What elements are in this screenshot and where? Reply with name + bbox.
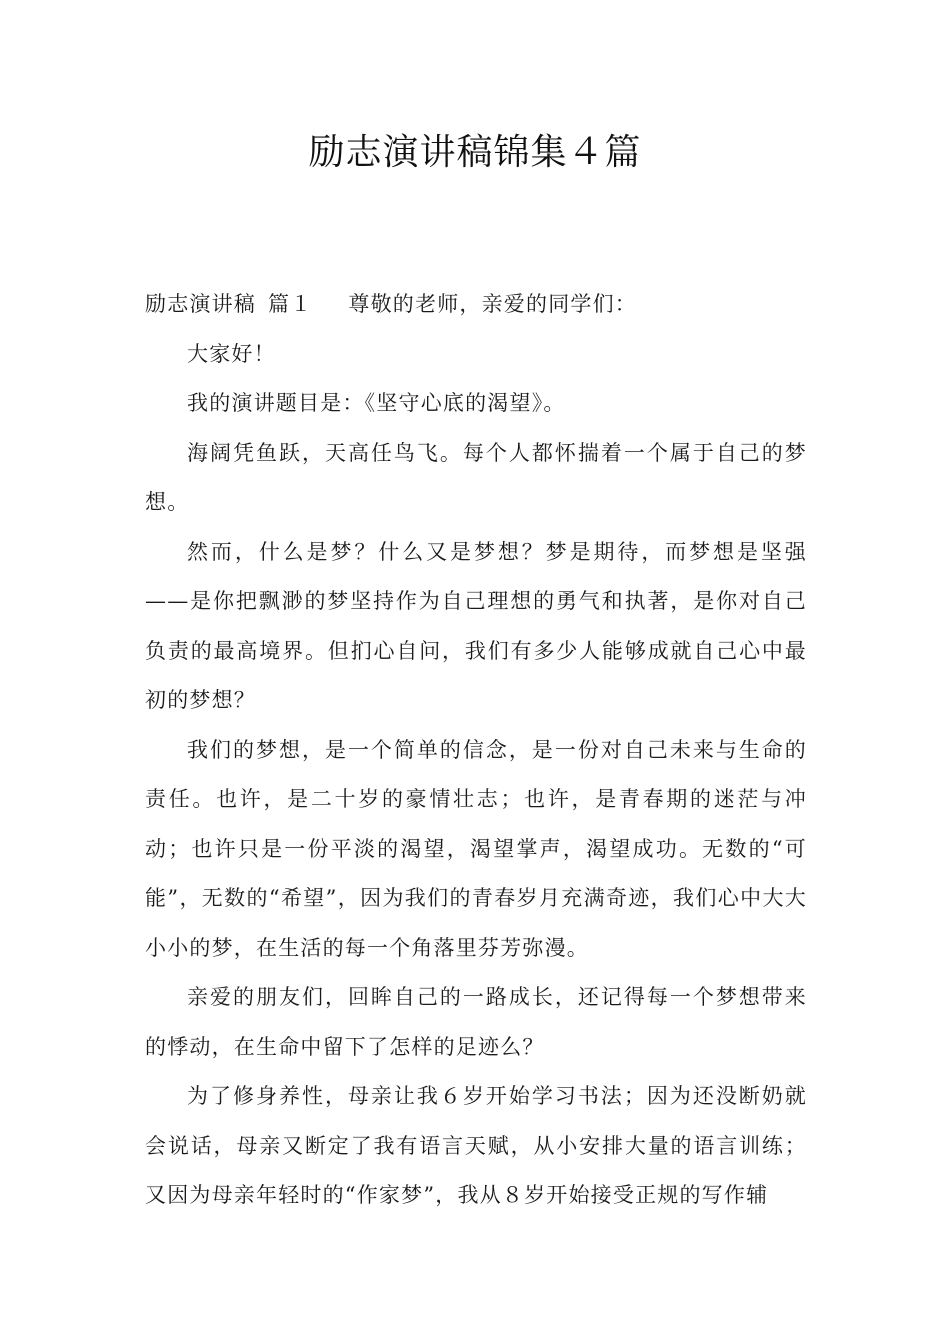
salutation: 尊敬的老师，亲爱的同学们： [348,292,638,316]
section-number: 篇１ [268,292,313,316]
document-title: 励志演讲稿锦集４篇 [308,132,642,173]
paragraph: 我的演讲题目是：《坚守心底的渴望》。 [187,391,566,415]
section-heading-line [145,280,807,330]
paragraph: 然而，什么是梦？什么又是梦想？梦是期待，而梦想是坚强——是你把飘渺的梦坚持作为自己理想的勇气和执著，是你对自己负责的最高境界。但扪心自问，我们有多少人能够成就自己心中最初的梦想？ [145,539,807,712]
document-body [145,280,807,1221]
paragraph: 我们的梦想，是一个简单的信念，是一份对自己未来与生命的责任。也许，是二十岁的豪情壮志；也许，是青春期的迷茫与冲动；也许只是一份平淡的渴望，渴望掌声，渴望成功。无数的“可能”，无数的“希望”，因为我们的青春岁月充满奇迹，我们心中大大小小的梦，在生活的每一个角落里芬芳弥漫。 [145,737,807,960]
paragraph: 为了修身养性，母亲让我６岁开始学习书法；因为还没断奶就会说话，母亲又断定了我有语言天赋，从小安排大量的语言训练；又因为母亲年轻时的“作家梦”，我从８岁开始接受正规的写作辅 [145,1084,807,1207]
paragraph: 海阔凭鱼跃，天高任鸟飞。每个人都怀揣着一个属于自己的梦想。 [145,440,807,514]
paragraph: 亲爱的朋友们，回眸自己的一路成长，还记得每一个梦想带来的悸动，在生命中留下了怎样的足迹么？ [145,985,807,1059]
paragraph: 大家好！ [187,341,276,366]
section-label: 励志演讲稿 [145,292,256,316]
